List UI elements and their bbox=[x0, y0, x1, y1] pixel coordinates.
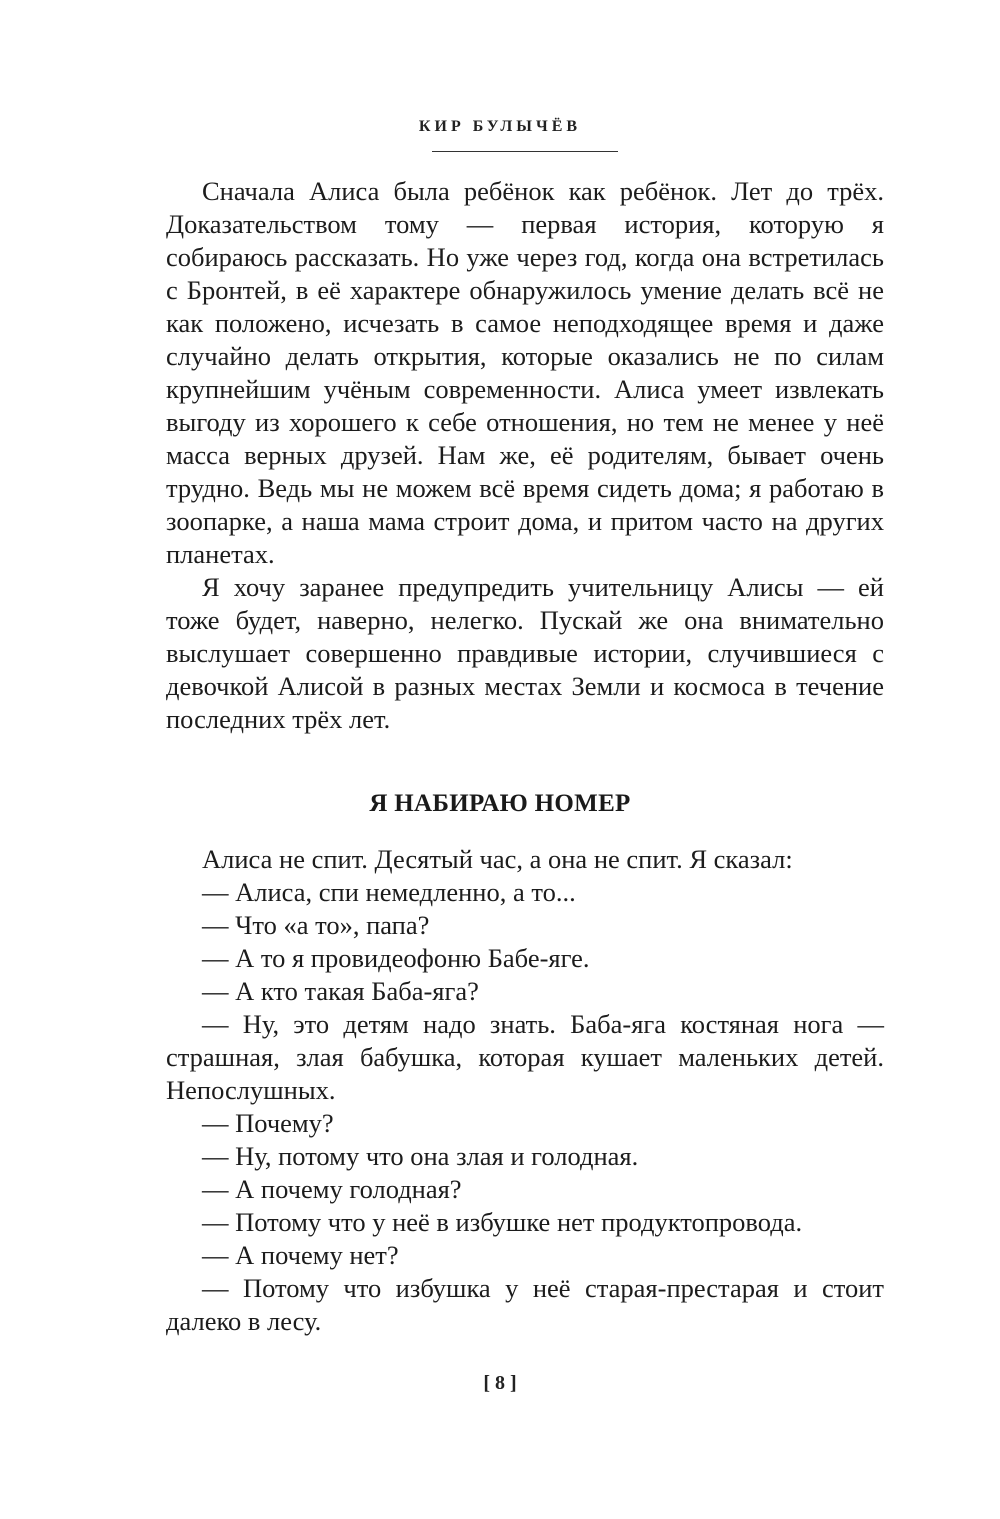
dialogue-line-7: — Почему? bbox=[202, 1108, 334, 1138]
dialogue-line-8: — Ну, потому что она злая и голодная. bbox=[202, 1141, 639, 1171]
running-head-author: КИР БУЛЫЧЁВ bbox=[418, 118, 582, 135]
intro-paragraph-2: Я хочу заранее предупредить учительницу Алисы — ей тоже будет, наверно, нелегко. Пускай же она внимательно выслушает совершенно правдивые истории, случившиеся с девочкой Алисой в разных местах Земли и космоса в течение последних трёх лет. bbox=[166, 572, 884, 734]
chapter-title: Я НАБИРАЮ НОМЕР bbox=[369, 790, 631, 817]
dialogue-line-4: — А то я провидеофоню Бабе-яге. bbox=[202, 943, 590, 973]
intro-paragraph-1: Сначала Алиса была ребёнок как ребёнок. Лет до трёх. Доказательством тому — первая история, которую я собираюсь рассказать. Но уже через год, когда она встретилась с Бронтей, в её характере обнаружилось умение делать всё не как положено, исчезать в самое неподходящее время и даже случайно делать открытия, которые оказались не по силам крупнейшим учёным современности. Алиса умеет извлекать выгоду из хорошего к себе отношения, но тем не менее у неё масса верных друзей. Нам же, её родителям, бывает очень трудно. Ведь мы не можем всё время сидеть дома; я работаю в зоопарке, а наша мама строит дома, и притом часто на других планетах. bbox=[166, 176, 884, 569]
dialogue-line-9: — А почему голодная? bbox=[202, 1174, 462, 1204]
dialogue-line-6: — Ну, это детям надо знать. Баба-яга костяная нога — страшная, злая бабушка, которая кушает маленьких детей. Непослушных. bbox=[166, 1009, 884, 1105]
dialogue-line-10: — Потому что у неё в избушке нет продуктопровода. bbox=[202, 1207, 803, 1237]
page-number: [ 8 ] bbox=[483, 1372, 517, 1394]
running-head-rule bbox=[432, 151, 618, 152]
dialogue-line-12: — Потому что избушка у неё старая-престарая и стоит далеко в лесу. bbox=[166, 1273, 884, 1336]
dialogue-line-11: — А почему нет? bbox=[202, 1240, 399, 1270]
intro-text bbox=[166, 175, 884, 736]
dialogue-line-2: — Алиса, спи немедленно, а то... bbox=[202, 877, 576, 907]
dialogue-text bbox=[166, 843, 884, 1338]
dialogue-line-1: Алиса не спит. Десятый час, а она не спит. Я сказал: bbox=[202, 844, 793, 874]
dialogue-line-5: — А кто такая Баба-яга? bbox=[202, 976, 479, 1006]
dialogue-line-3: — Что «а то», папа? bbox=[202, 910, 430, 940]
